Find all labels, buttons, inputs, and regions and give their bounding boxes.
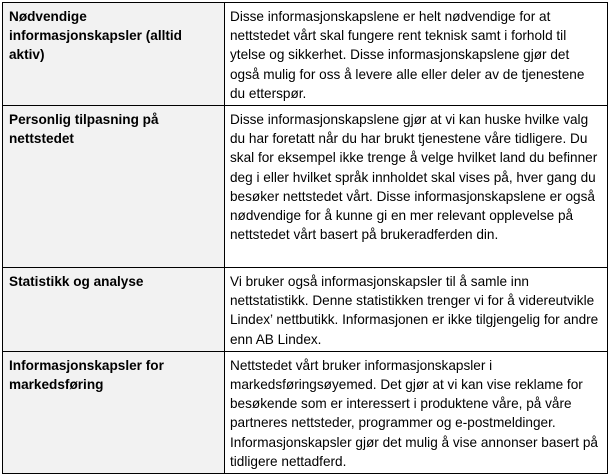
category-name: Personlig tilpasning på nettstedet bbox=[3, 106, 225, 268]
category-description: Vi bruker også informasjonskapsler til å samle inn nettstatistikk. Denne statistikken trenger vi for å videreutvikle Lindex’ nettbutikk. Informasjonen er ikke tilgjengelig for andre enn AB Lindex. bbox=[225, 268, 608, 352]
category-description: Disse informasjonskapslene er helt nødvendige for at nettstedet vårt skal fungere rent teknisk samt i forhold til ytelse og sikkerhet. Disse informasjonskapslene gjør det også mulig for oss å levere alle eller deler av de tjenestene du etterspør. bbox=[225, 3, 608, 106]
category-name: Statistikk og analyse bbox=[3, 268, 225, 352]
category-name: Informasjonskapsler for markedsføring bbox=[3, 351, 225, 473]
category-description: Disse informasjonskapslene gjør at vi kan huske hvilke valg du har foretatt når du har brukt tjenestene våre tidligere. Du skal for eksempel ikke trenge å velge hvilket land du befinner deg i eller hvilket språk innholdet skal vises på, hver gang du besøker nettstedet vårt. Disse informasjonskapslene er også nødvendige for å kunne gi en mer relevant opplevelse på nettstedet vårt basert på brukeradferden din. bbox=[225, 106, 608, 268]
table-row bbox=[3, 3, 608, 106]
table-row bbox=[3, 268, 608, 352]
category-description: Nettstedet vårt bruker informasjonskapsler i markedsføringsøyemed. Det gjør at vi kan vise reklame for besøkende som er interessert i produktene våre, på våre partneres nettsteder, programmer og e-postmeldinger. Informasjonskapsler gjør det mulig å vise annonser basert på tidligere nettadferd. bbox=[225, 351, 608, 473]
table-row bbox=[3, 351, 608, 473]
table-row bbox=[3, 106, 608, 268]
category-name: Nødvendige informasjonskapsler (alltid aktiv) bbox=[3, 3, 225, 106]
cookie-category-table bbox=[2, 2, 608, 474]
